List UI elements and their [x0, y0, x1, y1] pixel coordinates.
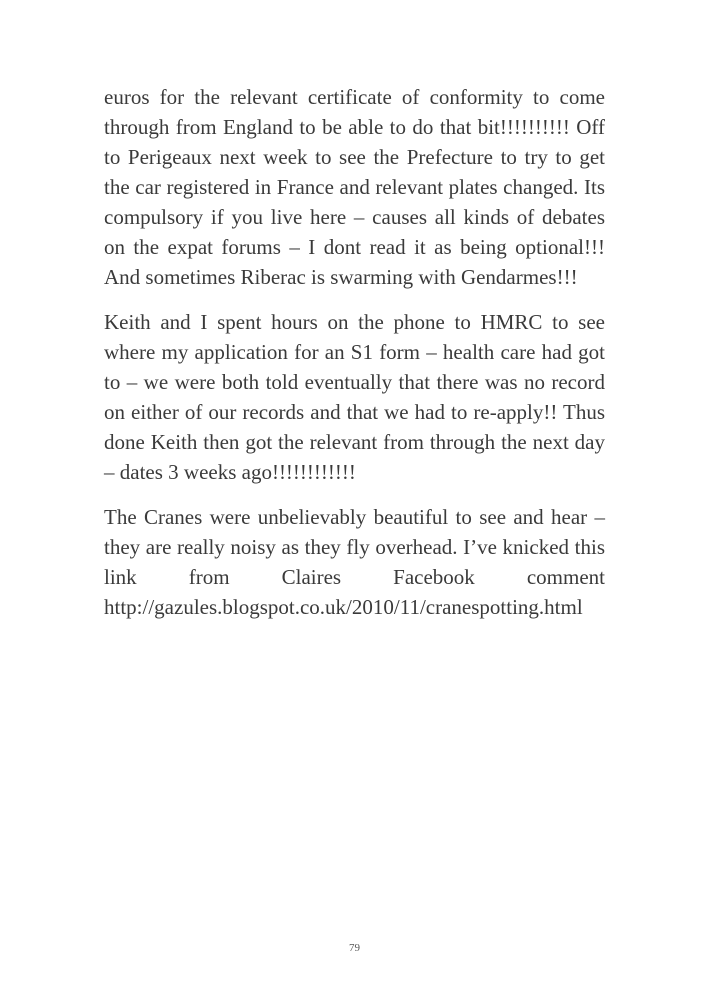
paragraph-cranes: The Cranes were unbelievably beautiful to see and hear – they are really noisy as they fly overhead. I’ve knicked this link from Claires Facebook comment http://gazules.blogspot.co.uk/2010/11/cranespotting.html — [104, 505, 605, 619]
page-body — [104, 82, 605, 637]
paragraph-hmrc: Keith and I spent hours on the phone to HMRC to see where my application for an S1 form – health care had got to – we were both told eventually that there was no record on either of our records and that we had to re-apply!! Thus done Keith then got the relevant from through the next day – dates 3 weeks ago!!!!!!!!!!!! — [104, 310, 605, 484]
page-number: 79 — [349, 942, 360, 954]
paragraph-certificate: euros for the relevant certificate of conformity to come through from England to be able to do that bit!!!!!!!!!! Off to Perigeaux next week to see the Prefecture to try to get the car registered in France and relevant plates changed. Its compulsory if you live here – causes all kinds of debates on the expat forums – I dont read it as being optional!!! And sometimes Riberac is swarming with Gendarmes!!! — [104, 85, 605, 289]
